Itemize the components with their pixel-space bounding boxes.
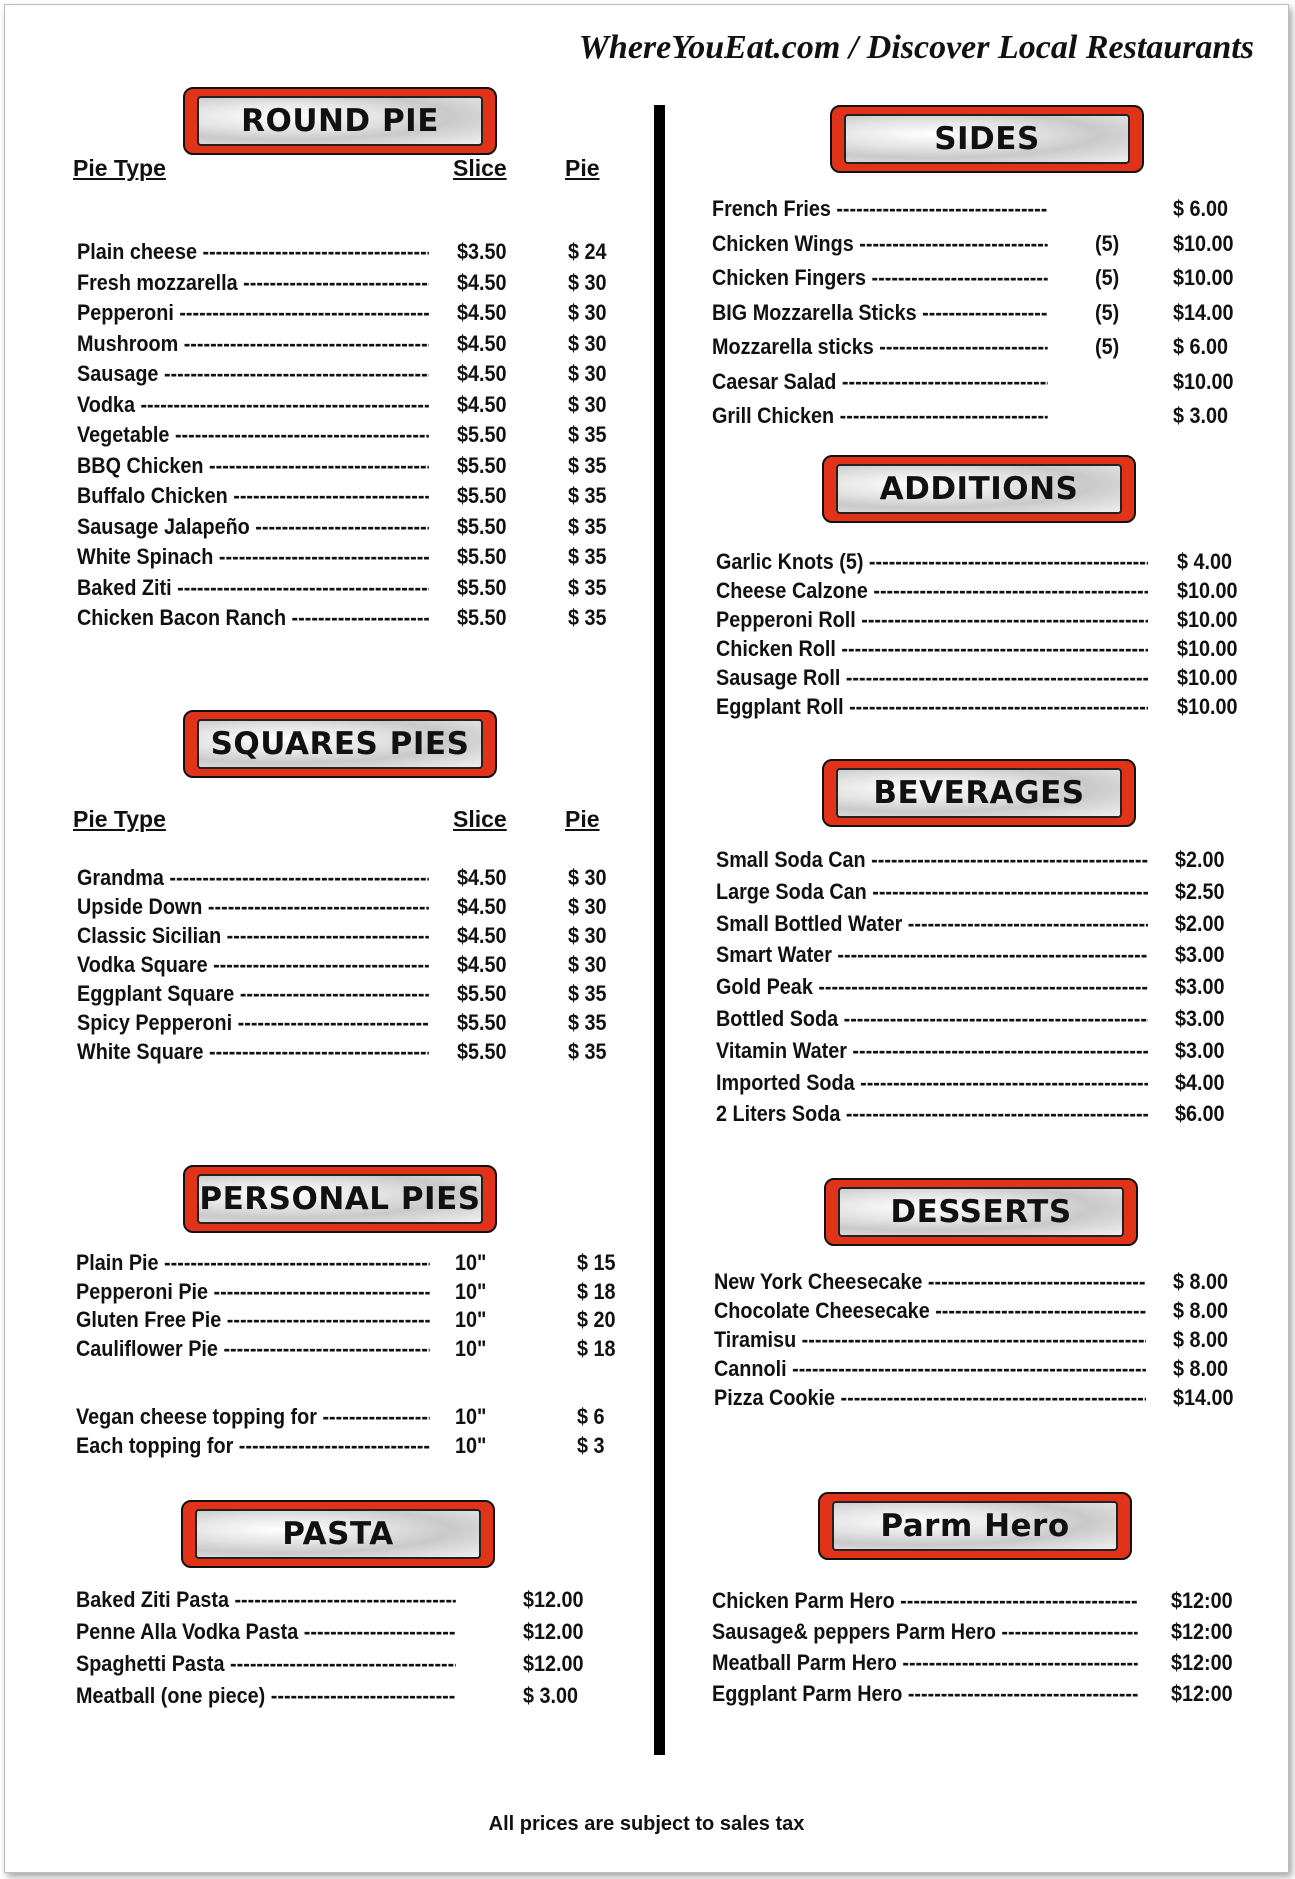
menu-item-row [5,1325,1288,1355]
menu-item-slice: $4.50 [457,269,507,295]
menu-item-pie: $ 35 [568,422,607,447]
menu-item-pie: $ 30 [568,952,607,977]
menu-item-price: $ 3.00 [523,1683,579,1708]
menu-item-name: Chocolate Cheesecake ----- [714,1296,1146,1326]
menu-item-price: $12:00 [1171,1619,1233,1644]
menu-item-price: $ 3 [577,1432,605,1458]
menu-item-name: Small Bottled Water ----- [716,909,1148,939]
round-pie-col-pie: Pie [565,155,600,181]
parm-hero-title: Parm Hero [880,1508,1070,1544]
menu-item-price: $14.00 [1173,1385,1234,1410]
menu-item-price: $12.00 [523,1651,584,1676]
menu-item-pie: $ 35 [568,513,607,539]
menu-item-price: $2.00 [1175,910,1225,936]
menu-item-price: $12:00 [1171,1588,1233,1613]
menu-item-name: Imported Soda ----- [716,1068,1148,1098]
menu-item-pie: $ 35 [568,452,607,478]
menu-item-name: French Fries ----- [712,194,1048,224]
menu-item-slice: $4.50 [457,952,507,977]
menu-item-name: Each topping for ----- [76,1431,430,1461]
menu-item-slice: $3.50 [457,239,507,264]
menu-item-name: Cheese Calzone ----- [716,576,1148,606]
menu-item-name: Penne Alla Vodka Pasta ----- [76,1617,456,1647]
menu-item-name: Meatball (one piece) ----- [76,1681,456,1711]
menu-item-name: Pepperoni Roll ----- [716,605,1148,635]
menu-item-name: Vodka ----- [77,390,429,420]
menu-item-price: $3.00 [1175,1006,1225,1031]
menu-item-price: $ 6.00 [1173,196,1229,221]
menu-item-row [5,1679,1288,1709]
menu-item-size: 10" [455,1432,487,1458]
squares-pies-col-pie: Pie [565,806,600,832]
menu-item-slice: $5.50 [457,483,507,508]
menu-item-slice: $5.50 [457,513,507,539]
menu-item-price: $3.00 [1175,1037,1225,1063]
menu-item-name: Pepperoni ----- [77,298,429,328]
menu-item-row [5,229,1288,259]
menu-item-row [5,1648,1288,1678]
menu-item-row [5,1383,1288,1413]
menu-item-row [5,401,1288,431]
menu-item-pie: $ 35 [568,544,607,569]
menu-item-name: Cannoli ----- [714,1354,1146,1384]
menu-item-row [5,1004,1288,1034]
menu-item-name: Vodka Square ----- [77,950,429,980]
menu-item-price: $ 3.00 [1173,403,1229,428]
menu-item-name: Plain cheese ----- [77,237,429,267]
menu-item-name: Gluten Free Pie ----- [76,1305,430,1335]
round-pie-col-type: Pie Type [73,155,166,181]
menu-item-row [5,576,1288,606]
menu-item-pie: $ 30 [568,269,607,295]
site-header: WhereYouEat.com / Discover Local Restaurants [578,29,1254,66]
menu-item-name: Eggplant Roll ----- [716,692,1148,722]
menu-item-price: $3.00 [1175,942,1225,968]
menu-item-name: BIG Mozzarella Sticks ----- [712,298,1048,328]
menu-item-slice: $4.50 [457,894,507,919]
menu-item-slice: $5.50 [457,605,507,630]
menu-item-name: Grill Chicken ----- [712,401,1048,431]
menu-item-name: Mozzarella sticks ----- [712,332,1048,362]
menu-item-price: $12:00 [1171,1650,1233,1675]
menu-item-slice: $4.50 [457,330,507,356]
menu-item-row [5,692,1288,722]
menu-item-name: White Spinach ----- [77,542,429,572]
squares-pies-col-type: Pie Type [73,806,166,832]
menu-item-row [5,1068,1288,1098]
menu-item-slice: $4.50 [457,361,507,386]
menu-item-pie: $ 35 [568,981,607,1006]
menu-item-slice: $4.50 [457,923,507,948]
menu-item-name: White Square ----- [77,1037,429,1067]
menu-item-price: $ 8.00 [1173,1356,1229,1381]
menu-item-slice: $5.50 [457,422,507,447]
menu-item-row [5,1267,1288,1297]
menu-item-name: Spaghetti Pasta ----- [76,1649,456,1679]
menu-item-row [5,877,1288,907]
menu-item-row [5,367,1288,397]
menu-item-price: $ 15 [577,1250,616,1275]
menu-item-name: Eggplant Square ----- [77,979,429,1009]
menu-item-name: Smart Water ----- [716,940,1148,970]
menu-item-price: $ 4.00 [1177,549,1233,574]
menu-item-slice: $5.50 [457,574,507,600]
menu-item-row [5,332,1288,362]
menu-item-slice: $5.50 [457,1039,507,1064]
menu-item-price: $2.50 [1175,878,1225,904]
menu-item-name: Vegetable ----- [77,420,429,450]
menu-item-pie: $ 30 [568,330,607,356]
menu-item-price: $ 6.00 [1173,334,1229,359]
menu-item-name: 2 Liters Soda ----- [716,1099,1148,1129]
menu-item-price: $6.00 [1175,1101,1225,1127]
menu-item-row [5,194,1288,224]
menu-item-name: Spicy Pepperoni ----- [77,1008,429,1038]
menu-item-name: Garlic Knots (5) ----- [716,547,1148,577]
menu-item-pie: $ 30 [568,865,607,890]
menu-item-row [5,909,1288,939]
menu-item-row [5,940,1288,970]
menu-item-name: Vitamin Water ----- [716,1036,1148,1066]
menu-item-name: Pepperoni Pie ----- [76,1277,430,1307]
personal-pies-banner [183,1165,497,1233]
menu-item-name: Baked Ziti ----- [77,573,429,603]
menu-item-row [5,1296,1288,1326]
menu-item-name: Buffalo Chicken ----- [77,481,429,511]
round-pie-banner [183,87,497,155]
menu-item-name: Chicken Roll ----- [716,634,1148,664]
additions-banner [822,455,1136,523]
menu-item-pie: $ 35 [568,574,607,600]
menu-item-name: Plain Pie ----- [76,1248,430,1278]
menu-item-row [5,298,1288,328]
menu-item-pie: $ 30 [568,361,607,386]
menu-item-size: 10" [455,1250,487,1275]
menu-item-price: $ 18 [577,1278,616,1304]
menu-item-name: Sausage Jalapeño ----- [77,512,429,542]
menu-item-row [5,263,1288,293]
menu-item-name: Sausage ----- [77,359,429,389]
menu-item-price: $ 8.00 [1173,1298,1229,1323]
menu-item-pie: $ 24 [568,239,607,264]
menu-item-size: 10" [455,1307,487,1332]
menu-item-pie: $ 30 [568,300,607,325]
menu-item-qty: (5) [1095,334,1120,359]
desserts-banner [824,1178,1138,1246]
menu-item-name: Chicken Parm Hero ----- [712,1586,1138,1616]
menu-item-name: Chicken Fingers ----- [712,263,1048,293]
menu-item-price: $14.00 [1173,299,1234,325]
pasta-title: PASTA [282,1516,394,1552]
desserts-title: DESSERTS [890,1194,1072,1230]
menu-item-slice: $5.50 [457,1010,507,1035]
menu-item-name: Sausage Roll ----- [716,663,1148,693]
menu-item-pie: $ 35 [568,483,607,508]
menu-item-row [5,605,1288,635]
menu-item-price: $3.00 [1175,974,1225,1000]
menu-item-name: Grandma ----- [77,863,429,893]
sides-title: SIDES [934,121,1040,157]
menu-item-name: BBQ Chicken ----- [77,451,429,481]
menu-item-price: $10.00 [1177,578,1238,603]
menu-item-row [5,1586,1288,1616]
menu-item-price: $ 18 [577,1335,616,1361]
menu-item-name: Baked Ziti Pasta ----- [76,1585,456,1615]
menu-item-row [5,972,1288,1002]
menu-item-name: Chicken Wings ----- [712,229,1048,259]
menu-item-name: Classic Sicilian ----- [77,921,429,951]
menu-item-pie: $ 35 [568,605,607,630]
menu-item-price: $4.00 [1175,1069,1225,1095]
menu-item-qty: (5) [1095,230,1120,256]
personal-pies-title: PERSONAL PIES [199,1181,481,1217]
menu-item-name: Upside Down ----- [77,892,429,922]
squares-pies-title: SQUARES PIES [210,726,470,762]
menu-item-pie: $ 30 [568,391,607,417]
menu-item-pie: $ 35 [568,1010,607,1035]
menu-item-price: $ 20 [577,1307,616,1332]
menu-page [4,4,1289,1873]
menu-item-pie: $ 35 [568,1039,607,1064]
menu-item-name: Sausage& peppers Parm Hero ----- [712,1617,1138,1647]
menu-item-name: Fresh mozzarella ----- [77,268,429,298]
menu-item-price: $10.00 [1177,665,1238,690]
round-pie-title: ROUND PIE [241,103,439,139]
menu-item-row [5,845,1288,875]
beverages-title: BEVERAGES [873,775,1085,811]
menu-item-size: 10" [455,1278,487,1304]
menu-item-name: Chicken Bacon Ranch ----- [77,603,429,633]
menu-item-name: Caesar Salad ----- [712,367,1048,397]
footer-note: All prices are subject to sales tax [488,1813,805,1835]
menu-item-name: Bottled Soda ----- [716,1004,1148,1034]
menu-item-size: 10" [455,1335,487,1361]
menu-item-slice: $4.50 [457,391,507,417]
menu-item-slice: $5.50 [457,544,507,569]
menu-item-row [5,1354,1288,1384]
menu-item-price: $10.00 [1173,368,1234,394]
menu-item-row [5,663,1288,693]
round-pie-col-slice: Slice [453,155,507,181]
squares-pies-col-slice: Slice [453,806,507,832]
menu-item-name: Vegan cheese topping for ----- [76,1402,430,1432]
menu-item-row [5,1617,1288,1647]
menu-item-price: $10.00 [1177,636,1238,661]
menu-item-pie: $ 30 [568,923,607,948]
beverages-banner [822,759,1136,827]
menu-item-price: $10.00 [1177,607,1238,632]
menu-item-price: $12:00 [1171,1681,1233,1706]
sides-banner [830,105,1144,173]
menu-item-slice: $4.50 [457,865,507,890]
menu-item-qty: (5) [1095,299,1120,325]
menu-item-price: $12.00 [523,1619,584,1644]
menu-item-row [5,547,1288,577]
menu-item-price: $10.00 [1177,694,1238,719]
menu-item-row [5,634,1288,664]
menu-item-name: Pizza Cookie ----- [714,1383,1146,1413]
menu-item-name: Tiramisu ----- [714,1325,1146,1355]
menu-item-price: $ 6 [577,1404,605,1429]
menu-item-name: Meatball Parm Hero ----- [712,1648,1138,1678]
menu-item-name: Cauliflower Pie ----- [76,1334,430,1364]
menu-item-price: $12.00 [523,1587,584,1612]
menu-item-name: New York Cheesecake ----- [714,1267,1146,1297]
menu-item-name: Mushroom ----- [77,329,429,359]
menu-item-slice: $5.50 [457,981,507,1006]
menu-item-pie: $ 30 [568,894,607,919]
pasta-banner [181,1500,495,1568]
menu-item-price: $ 8.00 [1173,1327,1229,1352]
menu-item-name: Eggplant Parm Hero ----- [712,1679,1138,1709]
menu-item-slice: $5.50 [457,452,507,478]
menu-item-qty: (5) [1095,265,1120,290]
menu-item-slice: $4.50 [457,300,507,325]
menu-item-price: $ 8.00 [1173,1269,1229,1294]
menu-item-row [5,1036,1288,1066]
menu-item-name: Small Soda Can ----- [716,845,1148,875]
additions-title: ADDITIONS [879,471,1079,507]
menu-item-row [5,1099,1288,1129]
menu-item-price: $10.00 [1173,230,1234,256]
menu-item-size: 10" [455,1404,487,1429]
menu-item-name: Large Soda Can ----- [716,877,1148,907]
menu-item-row [5,1431,1288,1461]
menu-item-price: $2.00 [1175,847,1225,872]
parm-hero-banner [818,1492,1132,1560]
menu-item-name: Gold Peak ----- [716,972,1148,1002]
menu-item-price: $10.00 [1173,265,1234,290]
